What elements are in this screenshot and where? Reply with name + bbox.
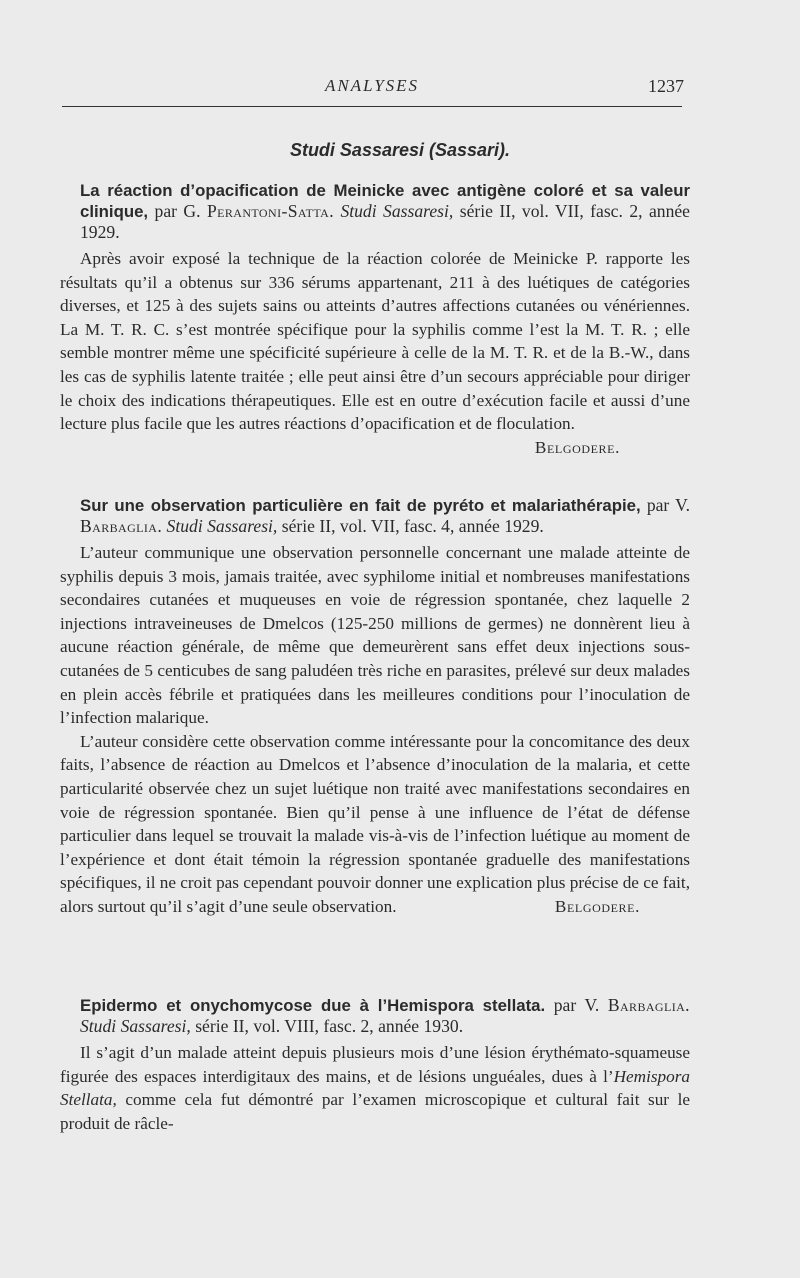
organism-name: Hemispora Stellata, [60,1066,690,1110]
article-body [60,541,690,919]
article-hemispora [60,995,690,1135]
paragraph: Il s’agit d’un malade atteint depuis plusieurs mois d’une lésion érythémato-squameuse figurée des espaces interdigitaux des mains, et de lésions unguéales, dues à l’Hemispora Stellata, comme cela fut démontré par l’examen microscopique et cultural fait sur le produit de râcle- [60,1043,690,1133]
article-author: Barbaglia. [607,995,690,1015]
article-title: Epidermo et onychomycose due à l’Hemispora stellata. [80,996,546,1015]
article-heading [60,495,690,537]
article-body [60,1041,690,1135]
article-journal: Studi Sassaresi, [166,516,278,536]
article-heading [60,180,690,243]
article-author: Perantoni-Satta. [206,201,335,221]
running-title: ANALYSES [324,76,420,95]
signature: Belgodere. [534,437,620,457]
signature: Belgodere. [554,896,640,916]
article-journal: Studi Sassaresi, [80,1016,191,1036]
article-author: Barbaglia. [80,516,163,536]
page-number: 1237 [648,76,684,96]
section-title: Studi Sassaresi (Sassari). [289,140,511,160]
article-body [60,247,690,459]
article-title: Sur une observation particulière en fait de pyréto et malariathérapie, [80,496,641,515]
article-meinicke [60,180,690,459]
article-by: par V. [646,495,690,515]
article-heading [60,995,690,1037]
paragraph: L’auteur considère cette observation comme intéressante pour la concomitance des deux faits, l’absence de réaction au Dmelcos et l’absence d’inoculation de la malaria, et cette particularité observée chez un sujet luétique non traité avec manifestations secondaires en voie de régression spontanée. Bien qu’il pense à une influence de l’état de défense particulier dans lequel se trouvait la malade vis-à-vis de l’infection luétique au moment de l’expérience et dont était témoin la régression spontanée graduelle des manifestations spécifiques, il ne croit pas cependant pouvoir donner une explication plus précise de ce fait, alors surtout qu’il s’agit d’une seule observation. Belgodere. [60,730,690,919]
page-header [62,76,682,107]
article-citation: série II, vol. VII, fasc. 2, année 1929. [80,201,690,242]
article-title: La réaction d’opacification de Meinicke avec antigène coloré et sa valeur clinique, [80,181,690,221]
paragraph: L’auteur communique une observation personnelle concernant une malade atteinte de syphilis depuis 3 mois, jamais traitée, avec syphilome initial et nombreuses manifestations secondaires cutanées et muqueuses en voie de régression spontanée, chez laquelle 2 injections intraveineuses de Dmelcos (125-250 millions de germes) ne donnèrent lieu à aucune réaction générale, de même que demeurèrent sans effet deux injections sous-cutanées de 5 centicubes de sang paludéen très riche en parasites, prélevé sur deux malades en plein accès fébrile et pratiquées dans les meilleures conditions pour l’inoculation de l’infection malarique. [60,543,690,728]
article-citation: série II, vol. VIII, fasc. 2, année 1930. [195,1016,464,1036]
article-pyreto-malariatherapie [60,495,690,919]
paragraph: Après avoir exposé la technique de la réaction colorée de Meinicke P. rapporte les résultats qu’il a obtenus sur 336 sérums appartenant, 211 à des luétiques de catégories diverses, et 125 à des sujets sains ou atteints d’autres affections cutanées ou vénériennes. La M. T. R. C. s’est montrée spécifique pour la syphilis comme l’est la M. T. R. ; elle semble montrer même une spécificité supérieure à celle de la M. T. R. et de la B.-W., dans les cas de syphilis latente traitée ; elle peut ainsi être d’un secours appréciable pour diriger le choix des indications thérapeutiques. Elle est en outre d’exécution facile et aussi d’une lecture plus facile que les autres réactions d’opacification et de floculation. [60,249,690,434]
article-by: par G. [154,201,201,221]
article-by: par V. [553,995,600,1015]
article-journal: Studi Sassaresi, [340,201,454,221]
article-citation: série II, vol. VII, fasc. 4, année 1929. [281,516,544,536]
